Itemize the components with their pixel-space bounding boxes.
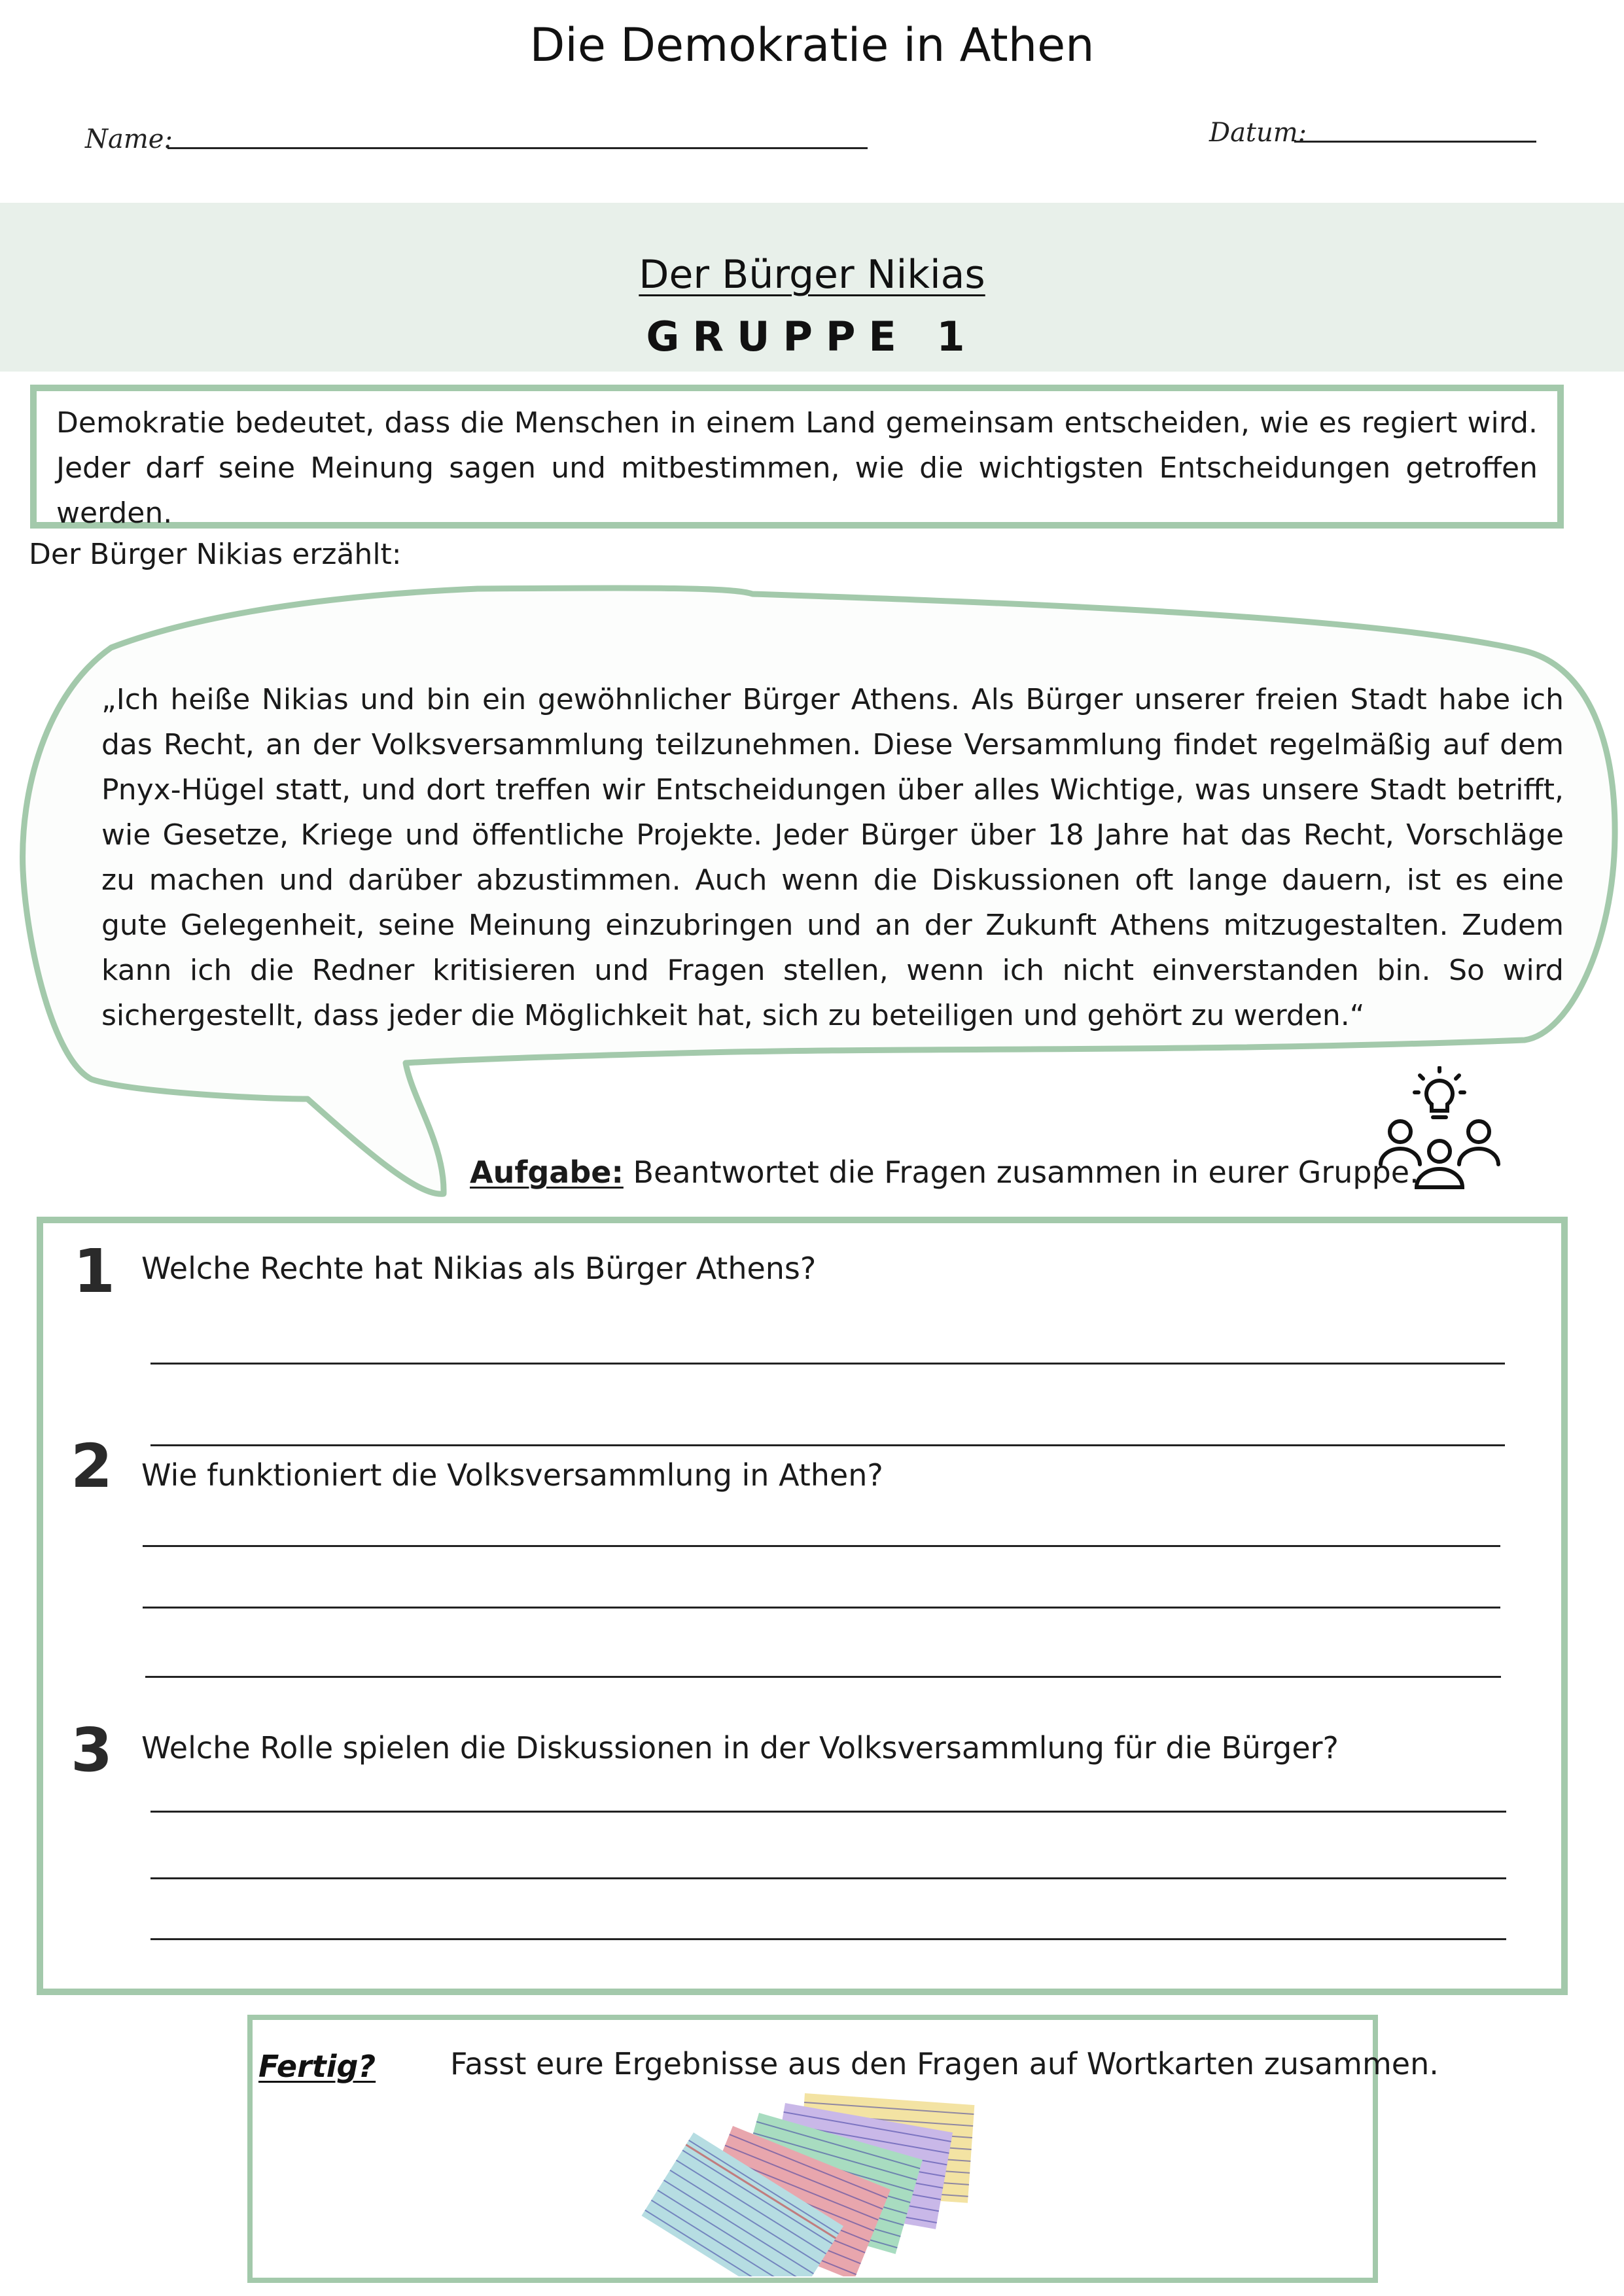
answer-line[interactable] (143, 1607, 1500, 1609)
page-title: Die Demokratie in Athen (529, 18, 1095, 72)
task-instruction (470, 1155, 1419, 1190)
question-number-2: 2 (71, 1431, 113, 1501)
answer-line[interactable] (143, 1545, 1500, 1547)
finish-label: Fertig? (258, 2049, 376, 2084)
intro-text: Der Bürger Nikias erzählt: (29, 538, 402, 571)
speech-text: „Ich heiße Nikias und bin ein gewöhnlicher Bürger Athens. Als Bürger unserer freien Stadt habe ich das Recht, an der Volksversammlung teilzunehmen. Diese Versammlung findet regelmäßig auf dem Pnyx-Hügel statt, und dort treffen wir Entscheidungen über alles Wichtige, was unsere Stadt betrifft, wie Gesetze, Kriege und öffentliche Projekte. Jeder Bürger über 18 Jahre hat das Recht, Vorschläge zu machen und darüber abzustimmen. Auch wenn die Diskussionen oft lange dauern, ist es eine gute Gelegenheit, seine Meinung einzubringen und an der Zukunft Athens mitzugestalten. Zudem kann ich die Redner kritisieren und Fragen stellen, wenn ich nicht einverstanden bin. So wird sichergestellt, dass jeder die Möglichkeit hat, sich zu beteiligen und gehört zu werden.“ (101, 683, 1564, 1032)
date-field[interactable] (1294, 141, 1536, 143)
question-text-1: Welche Rechte hat Nikias als Bürger Athens? (141, 1251, 817, 1286)
answer-line[interactable] (150, 1877, 1506, 1879)
subtitle: Der Bürger Nikias (639, 252, 985, 298)
task-text: Beantwortet die Fragen zusammen in eurer Gruppe. (623, 1155, 1419, 1190)
group-label: GRUPPE 1 (646, 313, 978, 360)
date-label: Datum: (1209, 118, 1307, 148)
answer-line[interactable] (150, 1444, 1505, 1446)
question-number-3: 3 (71, 1715, 113, 1785)
index-cards-icon (622, 2080, 1014, 2276)
definition-box (30, 385, 1564, 529)
answer-line[interactable] (150, 1811, 1506, 1813)
question-text-2: Wie funktioniert die Volksversammlung in Athen? (141, 1457, 883, 1493)
definition-text: Demokratie bedeutet, dass die Menschen in einem Land gemeinsam entscheiden, wie es regiert wird. Jeder darf seine Meinung sagen und mitbestimmen, wie die wichtigsten Entscheidungen getroffen werden. (56, 406, 1538, 530)
question-text-3: Welche Rolle spielen die Diskussionen in der Volksversammlung für die Bürger? (141, 1730, 1339, 1765)
answer-line[interactable] (150, 1363, 1505, 1365)
finish-text: Fasst eure Ergebnisse aus den Fragen auf Wortkarten zusammen. (450, 2046, 1439, 2081)
name-field[interactable] (168, 147, 868, 149)
answer-line[interactable] (145, 1676, 1501, 1678)
group-idea-icon (1374, 1066, 1505, 1197)
question-number-1: 1 (73, 1236, 116, 1306)
task-label: Aufgabe: (470, 1155, 624, 1190)
answer-line[interactable] (150, 1938, 1506, 1940)
name-label: Name: (85, 124, 173, 154)
